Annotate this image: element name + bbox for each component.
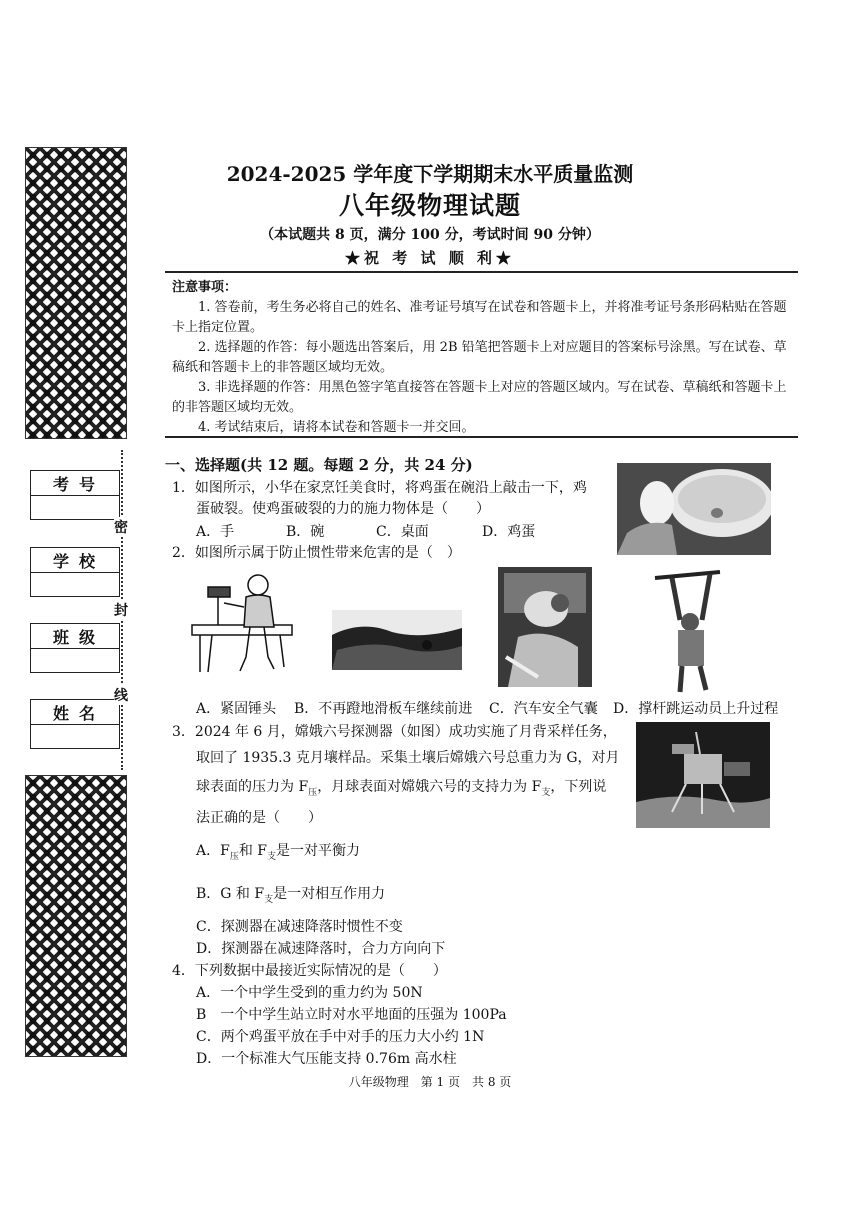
page-footer: 八年级物理 第 1 页 共 8 页 xyxy=(348,1075,512,1089)
section-title: 一、选择题(共 12 题。每题 2 分，共 24 分) xyxy=(165,456,473,474)
good-luck-banner: ★祝 考 试 顺 利★ xyxy=(345,249,515,267)
scooter-illustration xyxy=(332,610,462,670)
q4-option-a[interactable]: A．一个中学生受到的重力约为 50N xyxy=(196,985,423,1001)
q4-option-c[interactable]: C．两个鸡蛋平放在手中对手的压力大小约 1N xyxy=(196,1029,485,1045)
q1-stem-line1: 1．如图所示，小华在家烹饪美食时，将鸡蛋在碗沿上敲击一下，鸡 xyxy=(172,480,587,496)
exam-session-title: 2024-2025 学年度下学期期末水平质量监测 xyxy=(226,162,634,186)
notice-heading: 注意事项： xyxy=(172,280,238,295)
egg-bowl-illustration xyxy=(617,463,771,555)
exam-number-field[interactable] xyxy=(31,496,119,519)
binding-pattern-bottom xyxy=(25,775,127,1057)
divider-top xyxy=(165,271,798,273)
exam-number-box[interactable] xyxy=(30,470,120,520)
q1-option-b[interactable]: B．碗 xyxy=(286,524,325,540)
airbag-photo xyxy=(498,567,592,687)
q3-option-d[interactable]: D．探测器在减速降落时，合力方向向下 xyxy=(196,941,446,957)
exam-number-label: 考号 xyxy=(31,471,119,496)
exam-subject-title: 八年级物理试题 xyxy=(338,191,521,220)
q2-option-a[interactable]: A．紧固锤头 xyxy=(196,701,277,717)
q1-option-d[interactable]: D．鸡蛋 xyxy=(482,524,536,540)
notice-item: 3. 非选择题的作答：用黑色签字笔直接答在答题卡上对应的答题区域内。写在试卷、草稿纸和答题卡上的非答题区域均无效。 xyxy=(172,380,787,415)
class-box[interactable] xyxy=(30,623,120,673)
school-box[interactable] xyxy=(30,547,120,597)
q3-stem-line1: 3．2024 年 6 月，嫦娥六号探测器（如图）成功实施了月背采样任务， xyxy=(172,724,617,740)
q1-stem-line2: 蛋破裂。使鸡蛋破裂的力的施力物体是（ ） xyxy=(196,501,490,517)
pole-vault-illustration xyxy=(650,570,750,695)
name-label: 姓名 xyxy=(31,700,119,725)
q4-option-d[interactable]: D．一个标准大气压能支持 0.76m 高水柱 xyxy=(196,1051,457,1067)
pole-vault-photo xyxy=(650,570,750,695)
class-label: 班级 xyxy=(31,624,119,649)
egg-bowl-photo xyxy=(617,463,771,555)
q3-stem-line3: 球表面的压力为 $F_压$，月球表面对嫦娥六号的支持力为 $F_支$，下列说 xyxy=(196,779,607,798)
q1-option-a[interactable]: A．手 xyxy=(196,524,235,540)
q3-option-b[interactable]: B．G 和 $F_支$是一对相互作用力 xyxy=(196,886,386,905)
q3-option-c[interactable]: C．探测器在减速降落时惯性不变 xyxy=(196,919,403,935)
notice-block xyxy=(172,278,792,438)
exam-info: （本试题共 8 页，满分 100 分，考试时间 90 分钟） xyxy=(260,227,600,243)
name-field[interactable] xyxy=(31,725,119,748)
seal-char-xian: 线 xyxy=(114,685,128,705)
seal-char-feng: 封 xyxy=(114,600,128,620)
notice-item: 4. 考试结束后，请将本试卷和答题卡一并交回。 xyxy=(198,420,475,435)
scooter-photo xyxy=(332,610,462,670)
hammer-man-drawing xyxy=(188,567,300,679)
q3-stem-line4: 法正确的是（ ） xyxy=(196,810,322,826)
airbag-illustration xyxy=(498,567,592,687)
q2-option-c[interactable]: C．汽车安全气囊 xyxy=(489,701,598,717)
hammer-illustration xyxy=(188,567,300,679)
school-label: 学校 xyxy=(31,548,119,573)
lander-illustration xyxy=(636,722,770,828)
name-box[interactable] xyxy=(30,699,120,749)
class-field[interactable] xyxy=(31,649,119,672)
q3-option-a[interactable]: A．$F_压$和 $F_支$是一对平衡力 xyxy=(196,843,361,862)
q4-stem: 4．下列数据中最接近实际情况的是（ ） xyxy=(172,963,447,979)
q3-stem-line2: 取回了 1935.3 克月壤样品。采集土壤后嫦娥六号总重力为 G，对月 xyxy=(196,750,620,766)
notice-item: 1. 答卷前，考生务必将自己的姓名、准考证号填写在试卷和答题卡上，并将准考证号条形码粘贴在答题卡上指定位置。 xyxy=(172,300,787,335)
q2-option-b[interactable]: B．不再蹬地滑板车继续前进 xyxy=(294,701,473,717)
q4-option-b[interactable]: B 一个中学生站立时对水平地面的压强为 100Pa xyxy=(196,1007,507,1023)
q2-option-d[interactable]: D．撑杆跳运动员上升过程 xyxy=(613,701,779,717)
school-field[interactable] xyxy=(31,573,119,596)
seal-char-mi: 密 xyxy=(114,517,128,537)
q1-option-c[interactable]: C．桌面 xyxy=(376,524,429,540)
lander-photo xyxy=(636,722,770,828)
divider-bottom xyxy=(165,436,798,438)
q2-stem: 2．如图所示属于防止惯性带来危害的是（ ） xyxy=(172,545,461,561)
notice-item: 2. 选择题的作答：每小题选出答案后，用 2B 铅笔把答题卡上对应题目的答案标号涂黑。写在试卷、草稿纸和答题卡上的非答题区域均无效。 xyxy=(172,340,787,375)
